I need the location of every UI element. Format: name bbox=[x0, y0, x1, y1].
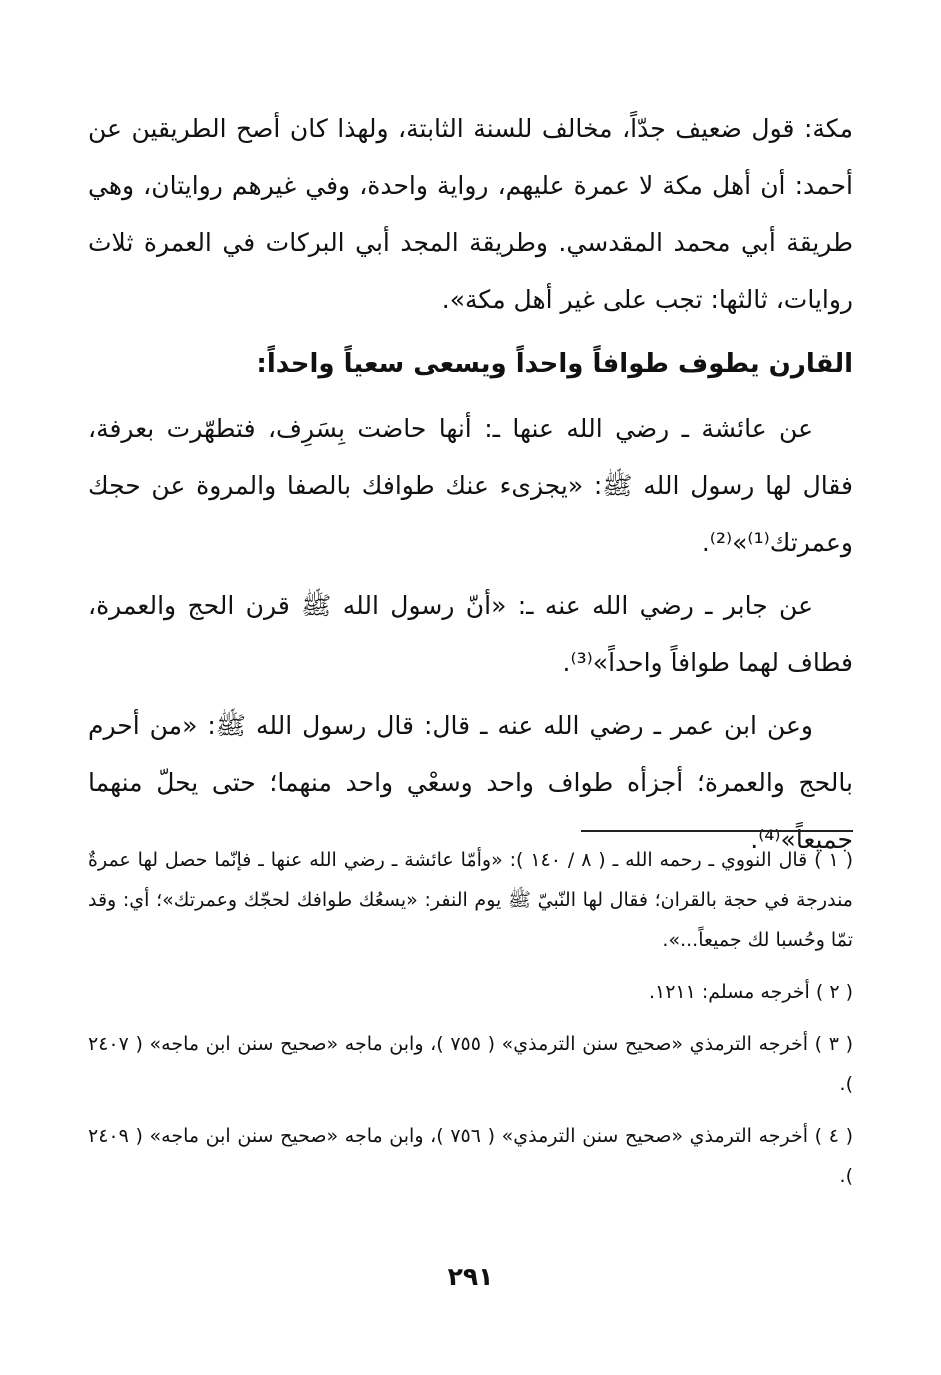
footnotes bbox=[88, 840, 853, 1208]
footnote-1: ( ١ ) قال النووي ـ رحمه الله ـ ( ٨ / ١٤٠ ): «وأمّا عائشة ـ رضي الله عنها ـ فإنّما حصل لها عمرةٌ مندرجة في حجة بالقران؛ فقال لها النّبيّ ﷺ يوم النفر: «يسعُك طوافك لحجّك وعمرتك»؛ أي: وقد تمّا وحُسبا لك جميعاً...». bbox=[88, 849, 854, 951]
paragraph-ibn-umar-hadith: وعن ابن عمر ـ رضي الله عنه ـ قال: قال رسول الله ﷺ: «من أحرم بالحج والعمرة؛ أجزأه طواف واحد وسعْي واحد منهما؛ حتى يحلّ منهما جميعاً»⁽⁴⁾. bbox=[88, 711, 853, 854]
paragraph-continuation: مكة: قول ضعيف جدّاً، مخالف للسنة الثابتة، ولهذا كان أصح الطريقين عن أحمد: أن أهل مكة لا عمرة عليهم، رواية واحدة، وفي غيرهم روايتان، وهي طريقة أبي محمد المقدسي. وطريقة المجد أبي البركات في العمرة ثلاث روايات، ثالثها: تجب على غير أهل مكة». bbox=[88, 114, 853, 314]
footnote-divider bbox=[581, 830, 853, 832]
footnote-3: ( ٣ ) أخرجه الترمذي «صحيح سنن الترمذي» ( ٧٥٥ )، وابن ماجه «صحيح سنن ابن ماجه» ( ٢٤٠٧ ). bbox=[88, 1033, 854, 1095]
main-text bbox=[88, 100, 853, 868]
page-number: ٢٩١ bbox=[447, 1262, 494, 1291]
paragraph-jabir-hadith: عن جابر ـ رضي الله عنه ـ: «أنّ رسول الله ﷺ قرن الحج والعمرة، فطاف لهما طوافاً واحداً»⁽³⁾. bbox=[88, 591, 853, 677]
footnote-4: ( ٤ ) أخرجه الترمذي «صحيح سنن الترمذي» ( ٧٥٦ )، وابن ماجه «صحيح سنن ابن ماجه» ( ٢٤٠٩ ). bbox=[88, 1125, 854, 1187]
paragraph-aisha-hadith: عن عائشة ـ رضي الله عنها ـ: أنها حاضت بِسَرِف، فتطهّرت بعرفة، فقال لها رسول الله ﷺ: «يجزىء عنك طوافك بالصفا والمروة عن حجك وعمرتك⁽¹⁾»⁽²⁾. bbox=[88, 414, 853, 557]
footnote-2: ( ٢ ) أخرجه مسلم: ١٢١١. bbox=[648, 981, 853, 1003]
section-heading: القارن يطوف طوافاً واحداً ويسعى سعياً واحداً: bbox=[256, 349, 853, 379]
